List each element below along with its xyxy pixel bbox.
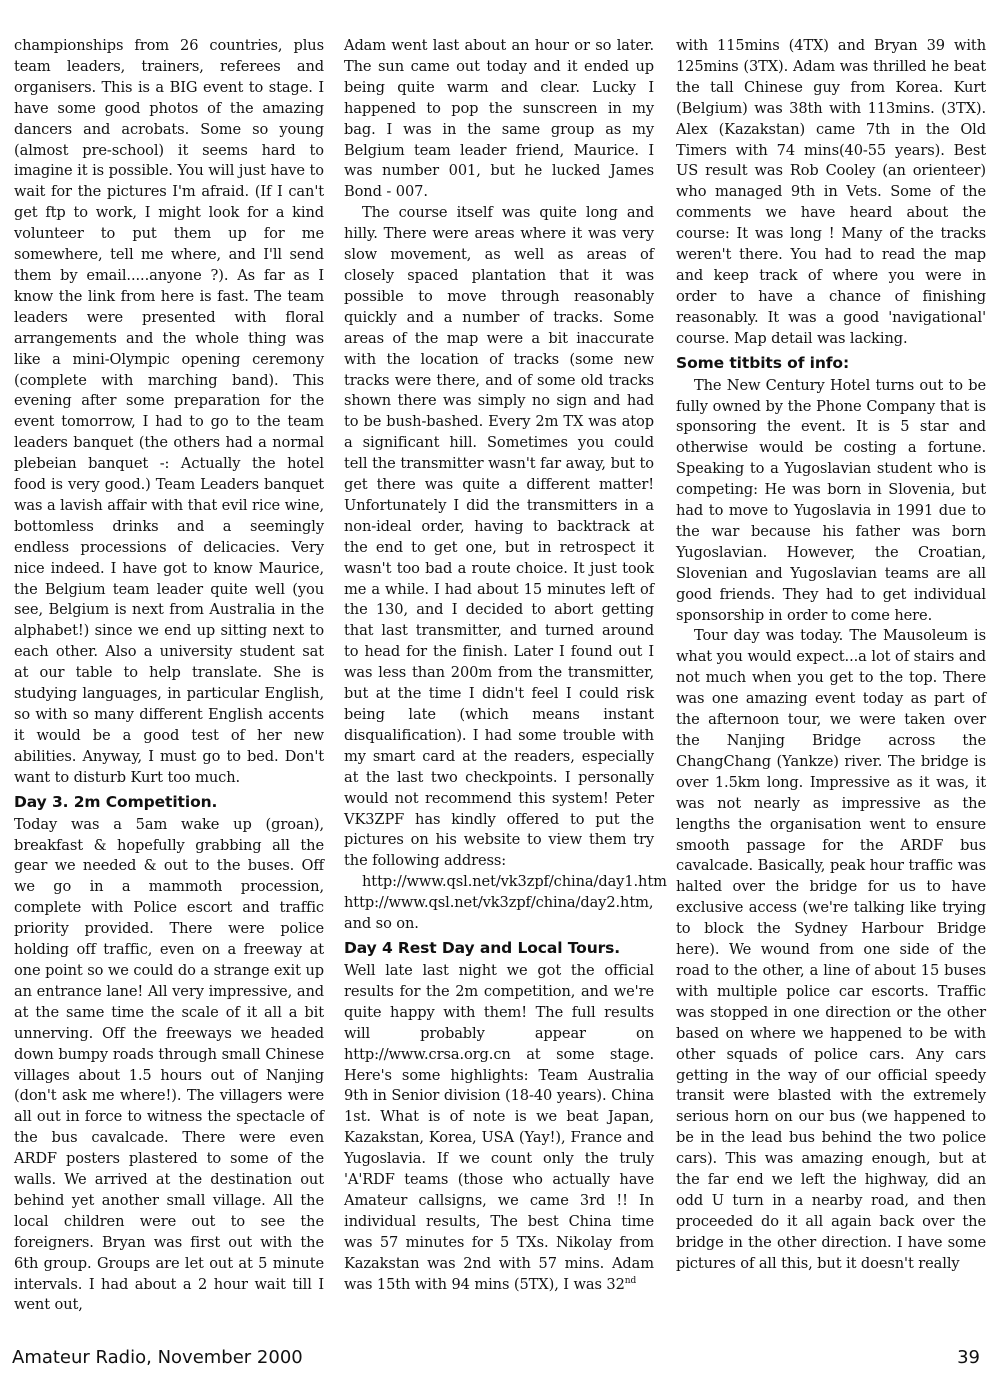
text-column-2 — [344, 36, 667, 1295]
paragraph: Adam went last about an hour or so later. The sun came out today and it ended up being quite warm and clear. Lucky I happened to pop the sunscreen in my bag. I was in the same group as my Belgium team leader friend, Maurice. I was number 001, but he lucked James Bond - 007. — [344, 37, 654, 201]
paragraph — [344, 961, 654, 1296]
website-address — [344, 872, 667, 935]
paragraph: Tour day was today. The Mausoleum is what you would expect...a lot of stairs and not much when you get to the top. There was one amazing event today as part of the afternoon tour, we were taken over the Nanjing Bridge across the ChangChang (Yankze) river. The bridge is over 1.5km long. Impressive as it was, it was not nearly as impressive as the lengths the organisation went to ensure smooth passage for the ARDF bus cavalcade. Basically, peak hour traffic was halted over the bridge for us to have exclusive access (we're talking like trying to block the Sydney Harbour Bridge here). We wound from one side of the road to the other, a line of about 15 buses with multiple police car escorts. Traffic was stopped in one direction or the other based on where we happened to be with other squads of police cars. Any cars getting in the way of our official speedy transit were blasted with the extremely serious horn on our bus (we happened to be in the lead bus behind the two police cars). This was amazing enough, but at the far end we left the highway, did an odd U turn in a nearby road, and then proceeded do it all again back over the bridge in the other direction. I have some pictures of all this, but it doesn't really — [676, 627, 986, 1272]
publication-title: Amateur Radio, November 2000 — [12, 1347, 303, 1368]
paragraph: Today was a 5am wake up (groan), breakfast & hopefully grabbing all the gear we needed & out to the buses. Off we go in a mammoth procession, complete with Police escort and traffic priority provided. There were police holding off traffic, even on a freeway at one point so we could do a strange exit up an entrance lane! All very impressive, and at the same time the scale of it all a bit unnerving. Off the freeways we headed down bumpy roads through small Chinese villages about 1.5 hours out of Nanjing (don't ask me where!). The villagers were all out in force to witness the spectacle of the bus cavalcade. There were even ARDF posters plastered to some of the walls. We arrived at the destination out behind yet another small village. All the local children were out to see the foreigners. Bryan was first out with the 6th group. Groups are let out at 5 minute intervals. I had about a 2 hour wait till I went out, — [14, 815, 324, 1314]
paragraph-text: Well late last night we got the official results for the 2m competition, and we're quite happy with them! The full results will probably appear on http://www.crsa.org.cn at some stage. Here's some highlights: Team Australia 9th in Senior division (18-40 years). China 1st. What is of note is we beat Japan, Kazakstan, Korea, USA (Yay!), France and Yugoslavia. If we count only the truly 'A'RDF teams (those who actually have Amateur callsigns, we came 3rd !! In individual results, The best China time was 57 minutes for 5 TXs. Nikolay from Kazakstan was 2nd with 57 mins. Adam was 15th with 94 mins (5TX), I was 32 — [344, 961, 654, 1293]
text-column-3 — [676, 36, 986, 1275]
page-number: 39 — [957, 1347, 980, 1368]
paragraph: The course itself was quite long and hilly. There were areas where it was very slow movement, as well as areas of closely spaced plantation that it was possible to move through reasonably quickly and a number of tracks. Some areas of the map were a bit inaccurate with the location of tracks (some new tracks were there, and of some old tracks shown there was simply no sign and had to be bush-bashed. Every 2m TX was atop a significant hill. Sometimes you could tell the transmitter wasn't far away, but to get there was quite a different matter! Unfortunately I did the transmitters in a non-ideal order, having to backtrack at the end to get one, but in retrospect it wasn't too bad a route choice. It just took me a while. I had about 15 minutes left of the 130, and I decided to abort getting that last transmitter, and turned around to head for the finish. Later I found out I was less than 200m from the transmitter, but at the time I didn't feel I could risk being late (which means instant disqualification). I had some trouble with my smart card at the readers, especially at the last two checkpoints. I personally would not recommend this system! Peter VK3ZPF has kindly offered to put the pictures on his website to view them try the following address: — [344, 204, 654, 870]
paragraph: championships from 26 countries, plus team leaders, trainers, referees and organisers. This is a BIG event to stage. I have some good photos of the amazing dancers and acrobats. Some so young (almost pre-school) it seems hard to imagine it is possible. You will just have to wait for the pictures I'm afraid. (If I can't get ftp to work, I might look for a kind volunteer to put them up for me somewhere, tell me where, and I'll send them by email.....anyone ?). As far as I know the link from here is fast. The team leaders were presented with floral arrangements and the whole thing was like a mini-Olympic opening ceremony (complete with marching band). This evening after some preparation for the event tomorrow, I had to go to the team leaders banquet (the others had a normal plebeian banquet -: Actually the hotel food is very good.) Team Leaders banquet was a lavish affair with that evil rice wine, bottomless drinks and a seemingly endless processions of delicacies. Very nice indeed. I have got to know Maurice, the Belgium team leader quite well (you see, Belgium is next from Australia in the alphabet!) since we end up sitting next to each other. Also a university student sat at our table to help translate. She is studying languages, in particular English, so with so many different English accents it would be a good test of her new abilities. Anyway, I must go to bed. Don't want to disturb Kurt too much. — [14, 37, 324, 786]
paragraph: The New Century Hotel turns out to be fully owned by the Phone Company that is sponsoring the event. It is 5 star and otherwise would be costing a fortune. Speaking to a Yugoslavian student who is competing: He was born in Slovenia, but had to move to Yugoslavia in 1991 due to the war because his father was born Yugoslavian. However, the Croatian, Slovenian and Yugoslavian teams are all good friends. They had to get individual sponsorship in order to come here. — [676, 376, 986, 624]
ordinal-suffix: nd — [624, 1275, 637, 1286]
paragraph: with 115mins (4TX) and Bryan 39 with 125mins (3TX). Adam was thrilled he beat the tall Chinese guy from Korea. Kurt (Belgium) was 38th with 113mins. (3TX). Alex (Kazakstan) came 7th in the Old Timers with 74 mins(40-55 years). Best US result was Rob Cooley (an orienteer) who managed 9th in Vets. Some of the comments we have heard about the course: It was long ! Many of the tracks weren't there. You had to read the map and keep track of where you were in order to have a chance of finishing reasonably. It was a good 'navigational' course. Map detail was lacking. — [676, 37, 986, 347]
text-column-1 — [14, 36, 324, 1316]
section-heading-day3: Day 3. 2m Competition. — [14, 792, 218, 811]
section-heading-titbits: Some titbits of info: — [676, 353, 850, 372]
url-text: http://www.qsl.net/vk3zpf/china/day1.htm http://www.qsl.net/vk3zpf/china/day2.htm, and so on. — [344, 873, 667, 933]
page-footer — [0, 1346, 1000, 1374]
section-heading-day4: Day 4 Rest Day and Local Tours. — [344, 938, 621, 957]
